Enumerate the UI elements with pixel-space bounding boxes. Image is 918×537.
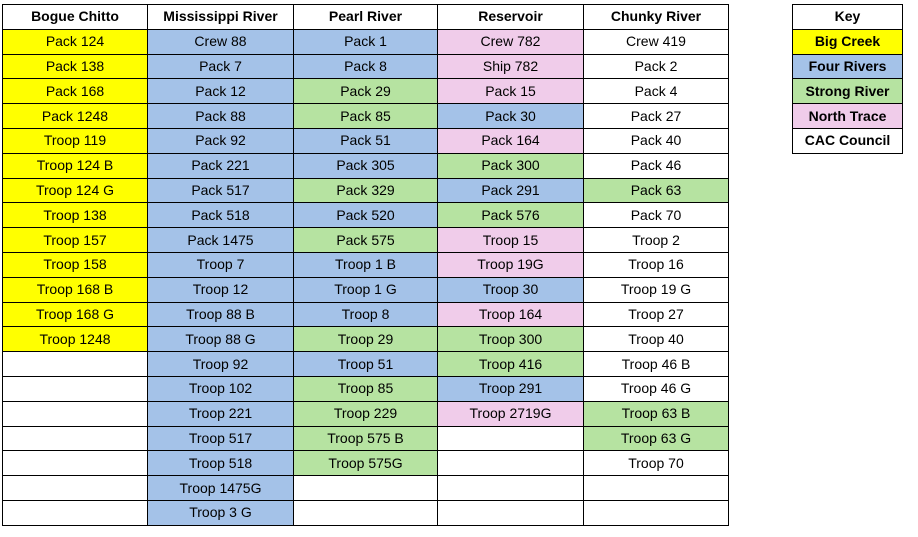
cell-mississippi-river: Pack 7 — [148, 54, 294, 79]
cell-reservoir — [438, 500, 584, 525]
cell-bogue-chitto — [3, 500, 148, 525]
key-row — [793, 104, 903, 129]
cell-reservoir: Pack 30 — [438, 104, 584, 129]
cell-reservoir: Pack 291 — [438, 178, 584, 203]
table-row — [3, 228, 729, 253]
cell-bogue-chitto: Troop 124 B — [3, 153, 148, 178]
cell-pearl-river: Troop 8 — [294, 302, 438, 327]
cell-chunky-river: Troop 40 — [584, 327, 729, 352]
cell-reservoir: Pack 576 — [438, 203, 584, 228]
cell-reservoir — [438, 426, 584, 451]
cell-chunky-river: Pack 70 — [584, 203, 729, 228]
cell-reservoir: Troop 2719G — [438, 401, 584, 426]
cell-chunky-river: Pack 46 — [584, 153, 729, 178]
key-row — [793, 54, 903, 79]
cell-pearl-river — [294, 500, 438, 525]
key-row — [793, 79, 903, 104]
cell-chunky-river: Troop 46 G — [584, 376, 729, 401]
table-row — [3, 401, 729, 426]
cell-chunky-river: Pack 27 — [584, 104, 729, 129]
cell-bogue-chitto — [3, 476, 148, 501]
cell-mississippi-river: Troop 7 — [148, 252, 294, 277]
cell-pearl-river: Pack 1 — [294, 29, 438, 54]
cell-reservoir: Troop 164 — [438, 302, 584, 327]
cell-pearl-river: Pack 29 — [294, 79, 438, 104]
cell-bogue-chitto — [3, 376, 148, 401]
key-entry: Strong River — [793, 79, 903, 104]
key-entry: North Trace — [793, 104, 903, 129]
table-row — [3, 29, 729, 54]
cell-bogue-chitto: Pack 168 — [3, 79, 148, 104]
cell-mississippi-river: Pack 12 — [148, 79, 294, 104]
cell-pearl-river: Pack 575 — [294, 228, 438, 253]
cell-chunky-river: Pack 2 — [584, 54, 729, 79]
cell-bogue-chitto — [3, 426, 148, 451]
cell-mississippi-river: Troop 1475G — [148, 476, 294, 501]
cell-chunky-river: Troop 19 G — [584, 277, 729, 302]
cell-bogue-chitto: Troop 119 — [3, 128, 148, 153]
key-entry: Four Rivers — [793, 54, 903, 79]
cell-bogue-chitto: Troop 168 B — [3, 277, 148, 302]
cell-pearl-river: Pack 51 — [294, 128, 438, 153]
cell-chunky-river: Troop 63 B — [584, 401, 729, 426]
table-row — [3, 178, 729, 203]
cell-pearl-river: Troop 51 — [294, 352, 438, 377]
cell-mississippi-river: Troop 102 — [148, 376, 294, 401]
cell-bogue-chitto — [3, 352, 148, 377]
key-row — [793, 128, 903, 153]
cell-bogue-chitto — [3, 401, 148, 426]
cell-bogue-chitto: Troop 168 G — [3, 302, 148, 327]
key-header-row — [793, 5, 903, 30]
cell-mississippi-river: Pack 88 — [148, 104, 294, 129]
cell-pearl-river: Pack 305 — [294, 153, 438, 178]
cell-mississippi-river: Troop 92 — [148, 352, 294, 377]
cell-bogue-chitto: Troop 138 — [3, 203, 148, 228]
header-row — [3, 5, 729, 30]
table-row — [3, 252, 729, 277]
cell-reservoir: Troop 15 — [438, 228, 584, 253]
cell-pearl-river: Pack 520 — [294, 203, 438, 228]
cell-bogue-chitto: Troop 157 — [3, 228, 148, 253]
key-title: Key — [793, 5, 903, 30]
key-legend-table — [792, 4, 903, 154]
cell-pearl-river: Troop 575 B — [294, 426, 438, 451]
table-row — [3, 104, 729, 129]
cell-mississippi-river: Troop 518 — [148, 451, 294, 476]
cell-chunky-river: Troop 63 G — [584, 426, 729, 451]
cell-mississippi-river: Troop 221 — [148, 401, 294, 426]
cell-chunky-river: Troop 46 B — [584, 352, 729, 377]
table-row — [3, 203, 729, 228]
header-mississippi-river: Mississippi River — [148, 5, 294, 30]
table-row — [3, 54, 729, 79]
header-reservoir: Reservoir — [438, 5, 584, 30]
cell-pearl-river: Pack 8 — [294, 54, 438, 79]
cell-chunky-river: Troop 2 — [584, 228, 729, 253]
cell-mississippi-river: Troop 517 — [148, 426, 294, 451]
cell-reservoir: Ship 782 — [438, 54, 584, 79]
cell-mississippi-river: Pack 517 — [148, 178, 294, 203]
table-row — [3, 426, 729, 451]
header-bogue-chitto: Bogue Chitto — [3, 5, 148, 30]
cell-pearl-river: Troop 29 — [294, 327, 438, 352]
table-row — [3, 376, 729, 401]
cell-chunky-river — [584, 500, 729, 525]
cell-mississippi-river: Pack 518 — [148, 203, 294, 228]
cell-reservoir — [438, 476, 584, 501]
cell-bogue-chitto: Troop 1248 — [3, 327, 148, 352]
cell-pearl-river: Troop 1 B — [294, 252, 438, 277]
cell-mississippi-river: Troop 88 G — [148, 327, 294, 352]
cell-reservoir: Troop 19G — [438, 252, 584, 277]
key-entry: CAC Council — [793, 128, 903, 153]
table-row — [3, 500, 729, 525]
cell-mississippi-river: Pack 92 — [148, 128, 294, 153]
table-row — [3, 302, 729, 327]
cell-reservoir — [438, 451, 584, 476]
cell-mississippi-river: Pack 1475 — [148, 228, 294, 253]
cell-pearl-river: Troop 85 — [294, 376, 438, 401]
cell-chunky-river: Pack 63 — [584, 178, 729, 203]
cell-bogue-chitto: Troop 124 G — [3, 178, 148, 203]
table-row — [3, 153, 729, 178]
cell-mississippi-river: Troop 3 G — [148, 500, 294, 525]
table-row — [3, 476, 729, 501]
cell-pearl-river: Pack 85 — [294, 104, 438, 129]
cell-reservoir: Troop 416 — [438, 352, 584, 377]
cell-bogue-chitto — [3, 451, 148, 476]
council-unit-table — [2, 4, 729, 526]
cell-chunky-river: Pack 40 — [584, 128, 729, 153]
cell-chunky-river: Troop 16 — [584, 252, 729, 277]
cell-chunky-river: Troop 70 — [584, 451, 729, 476]
table-row — [3, 79, 729, 104]
cell-bogue-chitto: Pack 138 — [3, 54, 148, 79]
cell-bogue-chitto: Pack 124 — [3, 29, 148, 54]
cell-reservoir: Troop 291 — [438, 376, 584, 401]
table-row — [3, 327, 729, 352]
cell-reservoir: Pack 300 — [438, 153, 584, 178]
cell-bogue-chitto: Troop 158 — [3, 252, 148, 277]
table-row — [3, 352, 729, 377]
cell-pearl-river — [294, 476, 438, 501]
cell-chunky-river: Crew 419 — [584, 29, 729, 54]
cell-chunky-river — [584, 476, 729, 501]
cell-mississippi-river: Troop 88 B — [148, 302, 294, 327]
cell-reservoir: Troop 30 — [438, 277, 584, 302]
table-row — [3, 451, 729, 476]
cell-pearl-river: Troop 1 G — [294, 277, 438, 302]
cell-mississippi-river: Pack 221 — [148, 153, 294, 178]
cell-chunky-river: Pack 4 — [584, 79, 729, 104]
cell-pearl-river: Troop 575G — [294, 451, 438, 476]
cell-reservoir: Pack 164 — [438, 128, 584, 153]
cell-reservoir: Troop 300 — [438, 327, 584, 352]
cell-pearl-river: Troop 229 — [294, 401, 438, 426]
cell-mississippi-river: Crew 88 — [148, 29, 294, 54]
header-pearl-river: Pearl River — [294, 5, 438, 30]
cell-pearl-river: Pack 329 — [294, 178, 438, 203]
header-chunky-river: Chunky River — [584, 5, 729, 30]
cell-bogue-chitto: Pack 1248 — [3, 104, 148, 129]
cell-reservoir: Crew 782 — [438, 29, 584, 54]
table-row — [3, 128, 729, 153]
key-row — [793, 29, 903, 54]
table-row — [3, 277, 729, 302]
cell-reservoir: Pack 15 — [438, 79, 584, 104]
cell-mississippi-river: Troop 12 — [148, 277, 294, 302]
cell-chunky-river: Troop 27 — [584, 302, 729, 327]
key-entry: Big Creek — [793, 29, 903, 54]
